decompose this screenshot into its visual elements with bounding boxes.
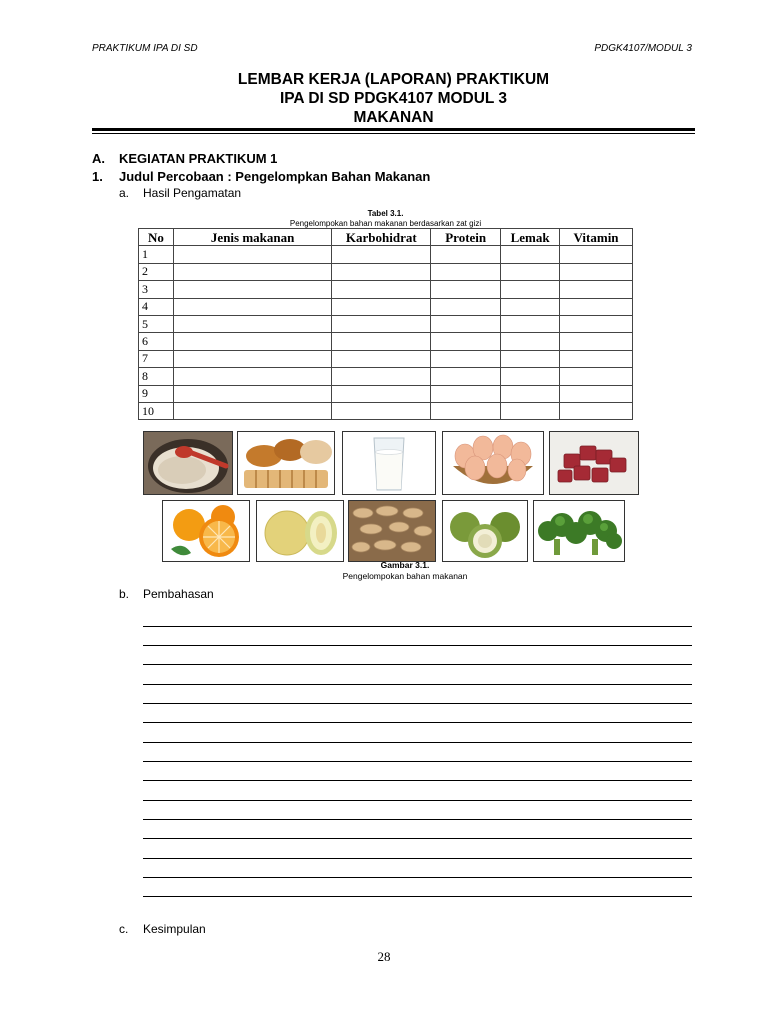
table-cell[interactable] <box>173 402 331 419</box>
answer-line[interactable] <box>143 877 692 878</box>
table-cell[interactable] <box>501 315 560 332</box>
row-number: 2 <box>139 263 174 280</box>
subsection-number: c. <box>119 922 129 936</box>
table-row <box>139 368 633 385</box>
experiment-number: 1. <box>92 169 103 184</box>
observation-table <box>138 228 633 420</box>
subsection-discussion <box>119 587 214 601</box>
table-cell[interactable] <box>332 281 431 298</box>
table-cell[interactable] <box>501 385 560 402</box>
milk-icon <box>342 431 436 495</box>
melon-icon <box>256 500 344 562</box>
experiment-label: Judul Percobaan : Pengelompkan Bahan Makanan <box>119 169 431 184</box>
table-cell[interactable] <box>560 350 633 367</box>
row-number: 10 <box>139 402 174 419</box>
table-cell[interactable] <box>501 402 560 419</box>
table-row <box>139 402 633 419</box>
page-title <box>92 70 695 127</box>
page-number: 28 <box>377 949 391 964</box>
answer-line[interactable] <box>143 819 692 820</box>
table-cell[interactable] <box>431 246 501 263</box>
title-divider <box>92 128 695 131</box>
row-number: 8 <box>139 368 174 385</box>
coconut-icon <box>442 500 528 562</box>
experiment-title <box>92 169 430 184</box>
answer-line[interactable] <box>143 896 692 897</box>
answer-line[interactable] <box>143 742 692 743</box>
column-header: Vitamin <box>560 229 633 246</box>
subsection-label: Pembahasan <box>143 587 214 601</box>
table-cell[interactable] <box>332 402 431 419</box>
answer-line[interactable] <box>143 664 692 665</box>
table-cell[interactable] <box>173 315 331 332</box>
section-number: A. <box>92 151 105 166</box>
table-cell[interactable] <box>431 315 501 332</box>
table-caption <box>138 209 633 229</box>
meat-icon <box>549 431 639 495</box>
table-cell[interactable] <box>173 263 331 280</box>
table-cell[interactable] <box>173 333 331 350</box>
answer-line[interactable] <box>143 761 692 762</box>
section-heading-a <box>92 151 277 166</box>
peanuts-icon <box>348 500 436 562</box>
table-cell[interactable] <box>501 263 560 280</box>
running-header-left: PRAKTIKUM IPA DI SD <box>92 43 198 54</box>
table-row <box>139 246 633 263</box>
table-cell[interactable] <box>431 333 501 350</box>
table-cell[interactable] <box>501 246 560 263</box>
table-cell[interactable] <box>560 333 633 350</box>
eggs-icon <box>442 431 544 495</box>
table-cell[interactable] <box>332 298 431 315</box>
figure-caption-text: Pengelompokan bahan makanan <box>342 571 468 581</box>
row-number: 6 <box>139 333 174 350</box>
row-number: 1 <box>139 246 174 263</box>
table-cell[interactable] <box>431 350 501 367</box>
bread-icon <box>237 431 335 495</box>
table-row <box>139 315 633 332</box>
table-cell[interactable] <box>431 281 501 298</box>
answer-line[interactable] <box>143 722 692 723</box>
table-cell[interactable] <box>501 350 560 367</box>
table-cell[interactable] <box>560 263 633 280</box>
running-header-right: PDGK4107/MODUL 3 <box>594 43 692 54</box>
table-cell[interactable] <box>173 298 331 315</box>
table-cell[interactable] <box>173 246 331 263</box>
answer-line[interactable] <box>143 684 692 685</box>
table-row <box>139 281 633 298</box>
column-header: Lemak <box>501 229 560 246</box>
table-cell[interactable] <box>332 385 431 402</box>
table-cell[interactable] <box>332 368 431 385</box>
answer-line[interactable] <box>143 703 692 704</box>
section-label: KEGIATAN PRAKTIKUM 1 <box>119 151 278 166</box>
column-header: Jenis makanan <box>173 229 331 246</box>
answer-line[interactable] <box>143 800 692 801</box>
title-divider-thin <box>92 133 695 134</box>
table-cell[interactable] <box>431 402 501 419</box>
row-number: 5 <box>139 315 174 332</box>
answer-line[interactable] <box>143 645 692 646</box>
table-cell[interactable] <box>560 368 633 385</box>
table-cell[interactable] <box>560 315 633 332</box>
table-cell[interactable] <box>431 385 501 402</box>
table-cell[interactable] <box>431 368 501 385</box>
table-cell[interactable] <box>560 281 633 298</box>
table-row <box>139 263 633 280</box>
table-cell[interactable] <box>560 246 633 263</box>
table-cell[interactable] <box>332 333 431 350</box>
column-header: Karbohidrat <box>332 229 431 246</box>
table-caption-text: Pengelompokan bahan makanan berdasarkan zat gizi <box>289 219 482 228</box>
title-line-3: MAKANAN <box>353 109 434 126</box>
subsection-conclusion <box>119 922 206 936</box>
column-header: Protein <box>431 229 501 246</box>
rice-icon <box>143 431 233 495</box>
subsection-number: a. <box>119 186 130 200</box>
answer-line[interactable] <box>143 780 692 781</box>
figure-caption-label: Gambar 3.1. <box>380 560 430 570</box>
table-cell[interactable] <box>332 263 431 280</box>
table-row <box>139 385 633 402</box>
row-number: 9 <box>139 385 174 402</box>
answer-line[interactable] <box>143 858 692 859</box>
table-cell[interactable] <box>332 246 431 263</box>
subsection-label: Kesimpulan <box>143 922 206 936</box>
figure-caption <box>280 560 530 582</box>
table-cell[interactable] <box>173 281 331 298</box>
table-cell[interactable] <box>173 385 331 402</box>
table-cell[interactable] <box>332 350 431 367</box>
table-row <box>139 298 633 315</box>
table-cell[interactable] <box>560 298 633 315</box>
subsection-observation <box>119 186 241 200</box>
orange-icon <box>162 500 250 562</box>
table-cell[interactable] <box>173 350 331 367</box>
row-number: 7 <box>139 350 174 367</box>
subsection-label: Hasil Pengamatan <box>143 186 242 200</box>
table-cell[interactable] <box>431 263 501 280</box>
answer-line[interactable] <box>143 838 692 839</box>
row-number: 4 <box>139 298 174 315</box>
table-caption-label: Tabel 3.1. <box>367 209 404 218</box>
table-cell[interactable] <box>501 368 560 385</box>
broccoli-icon <box>533 500 625 562</box>
table-row <box>139 333 633 350</box>
table-cell[interactable] <box>332 315 431 332</box>
title-line-2: IPA DI SD PDGK4107 MODUL 3 <box>279 90 508 107</box>
table-header-row <box>139 229 633 246</box>
subsection-number: b. <box>119 587 130 601</box>
table-cell[interactable] <box>560 385 633 402</box>
table-cell[interactable] <box>173 368 331 385</box>
title-line-1: LEMBAR KERJA (LAPORAN) PRAKTIKUM <box>237 71 550 88</box>
table-cell[interactable] <box>560 402 633 419</box>
table-cell[interactable] <box>501 281 560 298</box>
table-cell[interactable] <box>501 333 560 350</box>
table-row <box>139 350 633 367</box>
table-cell[interactable] <box>501 298 560 315</box>
answer-line[interactable] <box>143 626 692 627</box>
column-header: No <box>139 229 174 246</box>
table-cell[interactable] <box>431 298 501 315</box>
row-number: 3 <box>139 281 174 298</box>
